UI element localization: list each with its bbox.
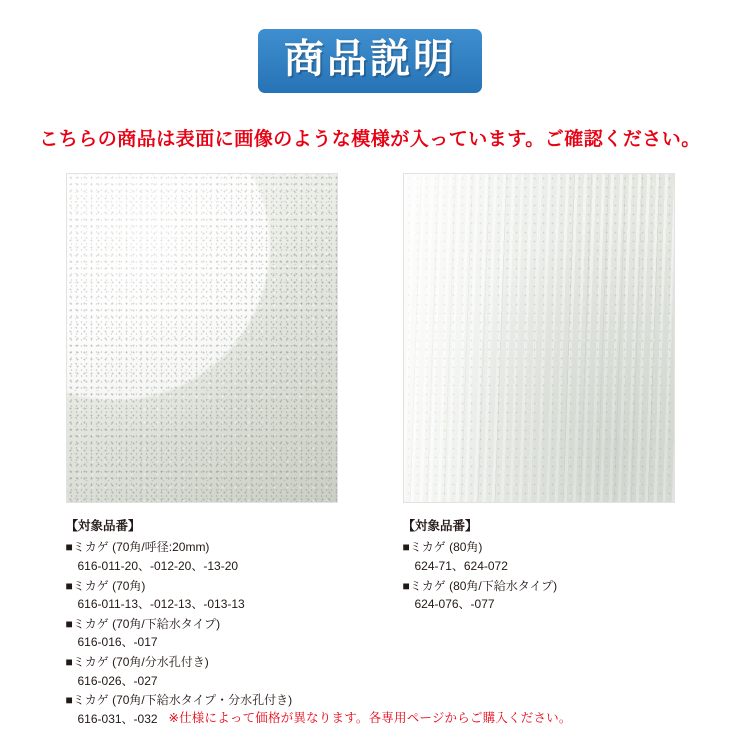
model-codes: 616-011-20、-012-20、-13-20 — [77, 558, 239, 573]
model-codes: 616-011-13、-012-13、-013-13 — [77, 597, 245, 612]
page-title: 商品説明 — [284, 37, 456, 81]
model-name: ■ミカゲ (80角) — [402, 540, 483, 555]
target-model-heading: 【対象品番】 — [65, 519, 141, 533]
model-codes: 616-026、-027 — [77, 673, 158, 688]
model-group — [66, 577, 338, 614]
caption-column-right — [403, 517, 675, 729]
caption-column-left — [66, 517, 338, 729]
model-codes: 624-076、-077 — [414, 597, 495, 612]
target-model-heading: 【対象品番】 — [402, 519, 478, 533]
model-group — [66, 538, 338, 575]
product-surface-photo-70kaku — [66, 173, 338, 503]
model-name: ■ミカゲ (70角/下給水タイプ・分水孔付き) — [65, 693, 293, 708]
model-name: ■ミカゲ (80角/下給水タイプ) — [402, 578, 558, 593]
model-codes: 616-016、-017 — [77, 635, 158, 650]
subheading-text: こちらの商品は表面に画像のような模様が入っています。ご確認ください。 — [39, 129, 701, 150]
model-codes: 624-71、624-072 — [414, 558, 508, 573]
model-name: ■ミカゲ (70角/呼径:20mm) — [65, 540, 210, 555]
footer-note: ※仕様によって価格が異なります。各専用ページからご購入ください。 — [168, 711, 572, 725]
model-name: ■ミカゲ (70角/分水孔付き) — [65, 654, 209, 669]
product-surface-photo-80kaku — [403, 173, 675, 503]
model-codes: 616-031、-032 — [77, 711, 158, 726]
caption-row — [0, 517, 740, 729]
model-group — [66, 653, 338, 690]
granite-sheen-overlay — [67, 174, 337, 502]
title-banner — [258, 29, 482, 93]
header-banner-area — [0, 0, 740, 108]
model-group — [66, 615, 338, 652]
model-name: ■ミカゲ (70角/下給水タイプ) — [65, 616, 221, 631]
model-name: ■ミカゲ (70角) — [65, 578, 146, 593]
model-group — [403, 538, 675, 575]
brushed-sheen-overlay — [404, 174, 674, 502]
model-group — [403, 577, 675, 614]
photo-row — [0, 173, 740, 503]
